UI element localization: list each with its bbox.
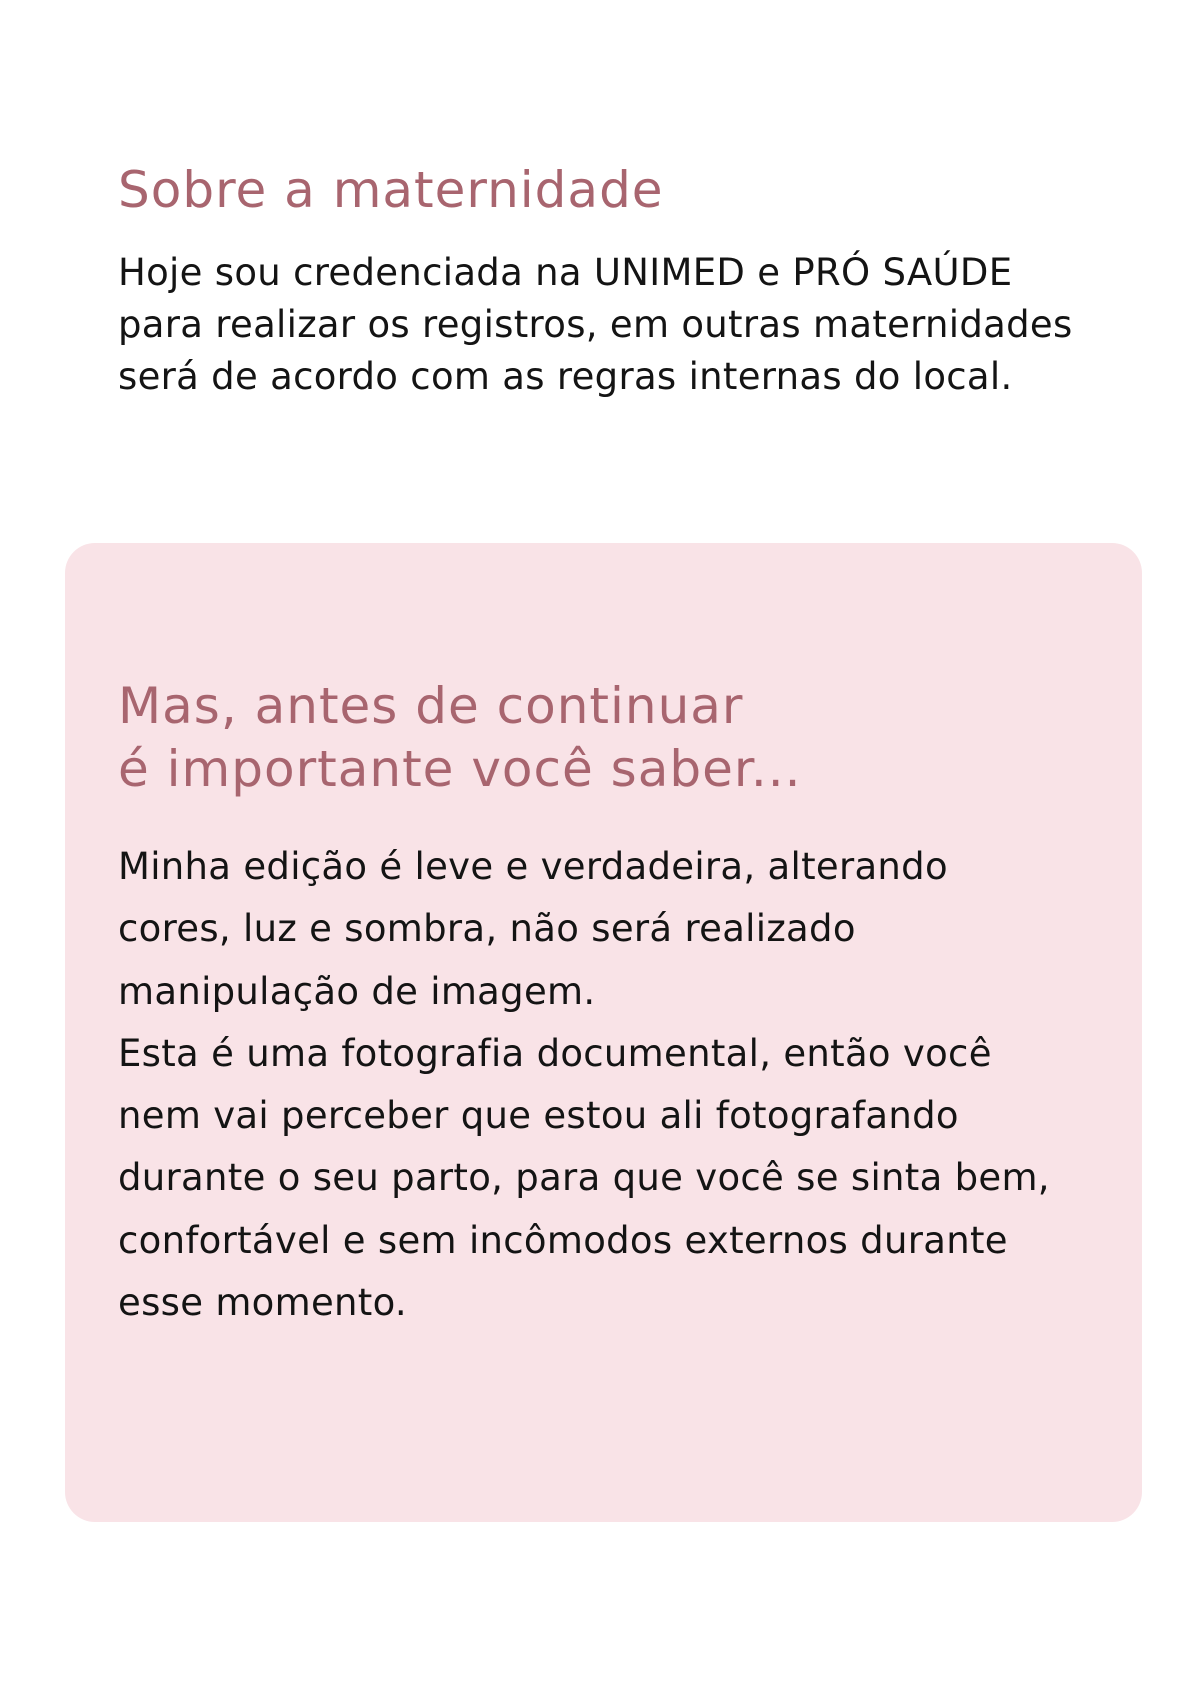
maternity-text-line: Hoje sou credenciada na UNIMED e PRÓ SAÚDE bbox=[118, 251, 1013, 294]
notice-text-line: manipulação de imagem. bbox=[118, 969, 596, 1013]
notice-text-line: confortável e sem incômodos externos durante bbox=[118, 1218, 1008, 1262]
maternity-section bbox=[118, 160, 1118, 403]
notice-title-line: é importante você saber... bbox=[118, 740, 802, 798]
notice-text-line: cores, luz e sombra, não será realizado bbox=[118, 907, 856, 951]
notice-text-line: durante o seu parto, para que você se sinta bem, bbox=[118, 1156, 1050, 1200]
notice-card bbox=[65, 543, 1142, 1522]
notice-card-title bbox=[118, 675, 1098, 801]
notice-card-text bbox=[118, 836, 1118, 1334]
notice-text-line: nem vai perceber que estou ali fotografando bbox=[118, 1094, 959, 1138]
notice-text-line: Minha edição é leve e verdadeira, alterando bbox=[118, 845, 948, 888]
notice-text-line: Esta é uma fotografia documental, então você bbox=[118, 1031, 992, 1075]
maternity-section-text bbox=[118, 247, 1118, 403]
notice-text-line: esse momento. bbox=[118, 1281, 407, 1325]
maternity-section-title: Sobre a maternidade bbox=[118, 161, 664, 219]
notice-title-line: Mas, antes de continuar bbox=[118, 677, 744, 735]
maternity-text-line: será de acordo com as regras internas do local. bbox=[118, 355, 1013, 398]
maternity-text-line: para realizar os registros, em outras maternidades bbox=[118, 303, 1073, 346]
